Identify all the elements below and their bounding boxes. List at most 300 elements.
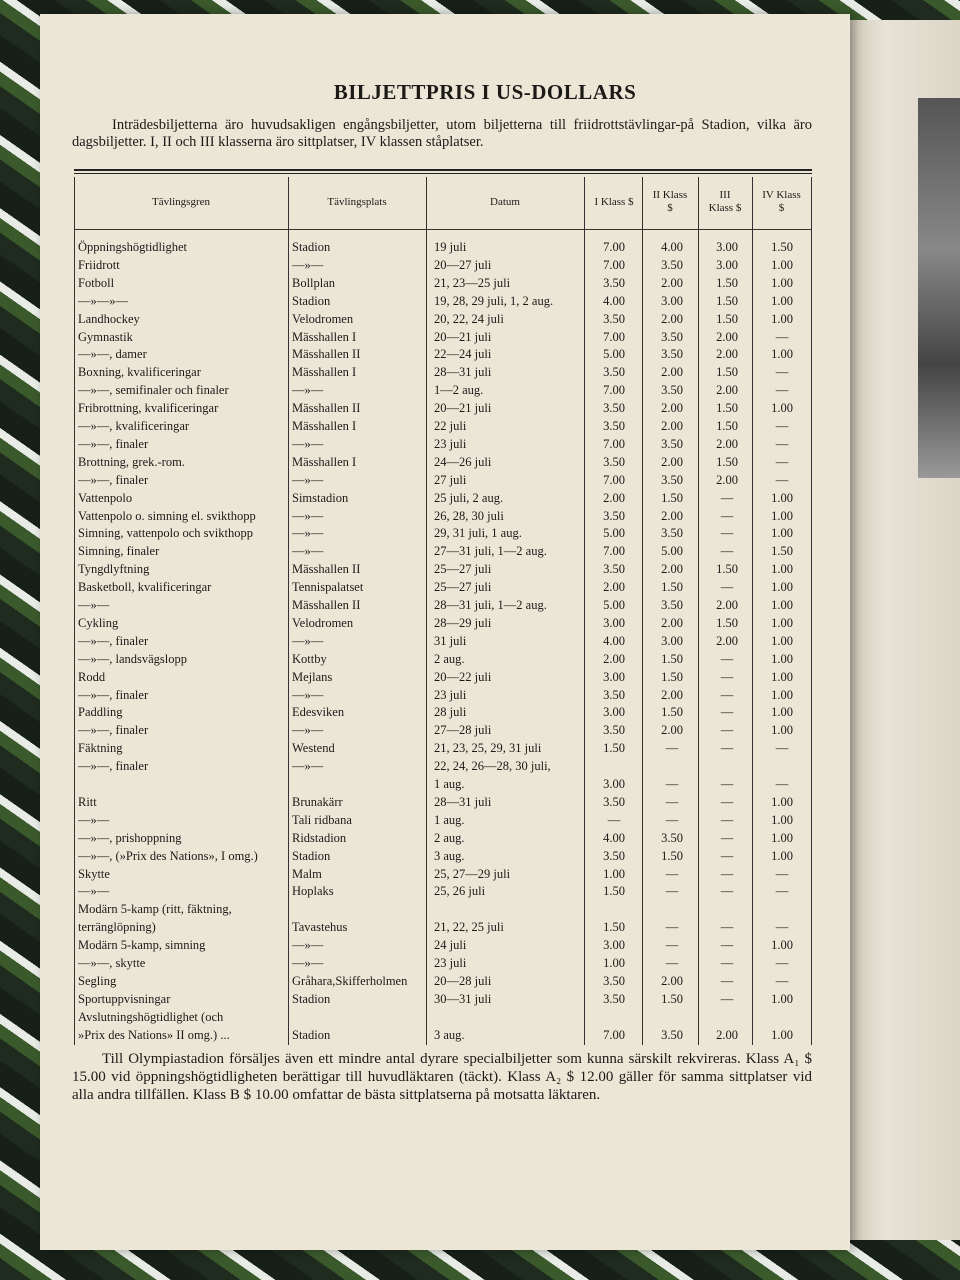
cell-k4: 1.00 xyxy=(771,794,793,809)
cell-date: 3 aug. xyxy=(434,1027,465,1042)
table-row xyxy=(74,704,812,721)
table-row xyxy=(74,991,812,1008)
cell-venue: Mässhallen II xyxy=(292,401,361,416)
cell-k3: 2.00 xyxy=(716,347,738,362)
cell-date: 1 aug. xyxy=(434,812,465,827)
cell-date: 20—28 juli xyxy=(434,973,492,988)
cell-date: 28 juli xyxy=(434,705,467,720)
cell-k1: 3.50 xyxy=(603,723,625,738)
cell-k2: 3.50 xyxy=(661,347,683,362)
cell-k3: 3.00 xyxy=(716,257,738,272)
cell-k1: 7.00 xyxy=(603,544,625,559)
cell-k4: — xyxy=(775,419,789,433)
cell-venue: —»— xyxy=(292,544,324,559)
table-row xyxy=(74,239,812,256)
cell-k3: — xyxy=(720,777,734,791)
cell-k3: — xyxy=(720,848,734,863)
cell-event: Öppningshögtidlighet xyxy=(78,240,188,254)
cell-k1: 3.00 xyxy=(603,669,625,684)
cell-k4: 1.00 xyxy=(771,723,793,738)
cell-event: Segling xyxy=(78,973,117,988)
cell-venue: Kottby xyxy=(292,651,327,666)
cell-k1: 3.50 xyxy=(603,419,625,433)
table-row xyxy=(74,669,812,686)
cell-k4: 1.00 xyxy=(771,651,793,666)
cell-date: 27 juli xyxy=(434,472,467,487)
cell-date: 29, 31 juli, 1 aug. xyxy=(434,526,522,541)
cell-k4: 1.00 xyxy=(771,633,793,648)
cell-venue: —»— xyxy=(292,257,324,272)
cell-k4: — xyxy=(775,956,789,970)
cell-k4: 1.00 xyxy=(771,615,793,630)
cell-date: 28—31 juli, 1—2 aug. xyxy=(434,598,547,612)
cell-event: —»—, finaler xyxy=(78,723,149,738)
cell-k2: — xyxy=(665,866,679,881)
cell-k4: — xyxy=(775,454,789,469)
cell-k4: — xyxy=(775,884,789,899)
table-row xyxy=(74,651,812,668)
cell-event: —»—, finaler xyxy=(78,687,149,702)
cell-k4: 1.00 xyxy=(771,580,793,595)
cell-k2: 3.50 xyxy=(661,436,683,451)
cell-date: 1 aug. xyxy=(434,777,465,791)
table-row xyxy=(74,848,812,865)
cell-k2: 3.00 xyxy=(661,293,683,308)
cell-k3: 2.00 xyxy=(716,436,738,451)
cell-k3: 2.00 xyxy=(716,633,738,648)
cell-venue: —»— xyxy=(292,633,324,648)
cell-k1: 3.50 xyxy=(603,794,625,809)
cell-k1: 3.50 xyxy=(603,991,625,1006)
table-row xyxy=(74,346,812,363)
cell-k2: 2.00 xyxy=(661,973,683,988)
cell-k4: 1.00 xyxy=(771,311,793,326)
cell-event: Brottning, grek.-rom. xyxy=(78,454,185,469)
cell-k1: 7.00 xyxy=(603,383,625,398)
cell-k2: 2.00 xyxy=(661,687,683,702)
cell-k3: — xyxy=(720,723,734,738)
cell-k3: — xyxy=(720,920,734,935)
cell-venue: Stadion xyxy=(292,240,331,254)
table-row xyxy=(74,400,812,417)
cell-k3: — xyxy=(720,508,734,523)
table-row xyxy=(74,722,812,739)
cell-event: —»— xyxy=(78,598,110,612)
cell-date: 19, 28, 29 juli, 1, 2 aug. xyxy=(434,293,554,308)
cell-k4: 1.00 xyxy=(771,830,793,845)
cell-k1: 7.00 xyxy=(603,257,625,272)
cell-date: 25 juli, 2 aug. xyxy=(434,490,504,505)
cell-venue: Tali ridbana xyxy=(292,812,352,827)
table-row xyxy=(74,597,812,614)
cell-venue: Mässhallen I xyxy=(292,329,357,344)
cell-k3: — xyxy=(720,544,734,559)
cell-venue: Mässhallen II xyxy=(292,598,361,612)
cell-venue: Simstadion xyxy=(292,490,349,505)
cell-k2: — xyxy=(665,741,679,756)
cell-k1: 3.50 xyxy=(603,848,625,863)
cell-event: —»—, finaler xyxy=(78,472,149,487)
cell-k1: 3.50 xyxy=(603,454,625,469)
cell-k3: 1.50 xyxy=(716,419,738,433)
cell-date: 27—31 juli, 1—2 aug. xyxy=(434,544,547,559)
cell-k4: — xyxy=(775,920,789,935)
cell-k4: — xyxy=(775,777,789,791)
cell-venue: Mässhallen II xyxy=(292,562,361,577)
cell-venue: —»— xyxy=(292,687,324,702)
footer-paragraph: Till Olympiastadion försäljes även ett mindre antal dyrare specialbiljetter som kunna särskilt rekvireras. Klass A₁ $ 15.00 vid öppningshögtidligheten berättigar till huvudläktaren (täckt). Klass A₂ $ 12.00 gäller för samma sittplatser vid alla andra tillfällen. Klass B $ 10.00 omfattar de bästa sittplatserna på motsatta läktaren. xyxy=(72,1051,812,1103)
cell-event: —»—, finaler xyxy=(78,759,149,774)
cell-k1: 5.00 xyxy=(603,526,625,541)
cell-date: 31 juli xyxy=(434,633,467,648)
cell-k4: — xyxy=(775,472,789,487)
cell-k1: 1.50 xyxy=(603,920,625,935)
cell-venue: —»— xyxy=(292,508,324,523)
document-page xyxy=(40,14,850,1250)
cell-k2: 1.50 xyxy=(661,848,683,863)
cell-event: Boxning, kvalificeringar xyxy=(78,365,201,380)
cell-k3: 1.50 xyxy=(716,454,738,469)
cell-venue: —»— xyxy=(292,759,324,774)
cell-date: 27—28 juli xyxy=(434,723,492,738)
cell-k4: 1.00 xyxy=(771,705,793,720)
cell-k4: 1.00 xyxy=(771,257,793,272)
table-row xyxy=(74,329,812,346)
cell-k1: 1.00 xyxy=(603,956,625,970)
cell-event: »Prix des Nations» II omg.) ... xyxy=(78,1027,230,1042)
cell-date: 20—21 juli xyxy=(434,401,492,416)
cell-venue: —»— xyxy=(292,383,324,398)
cell-k2: 2.00 xyxy=(661,365,683,380)
cell-venue: —»— xyxy=(292,472,324,487)
cell-k4: 1.00 xyxy=(771,1027,793,1042)
cell-k3: — xyxy=(720,794,734,809)
cell-k2: 2.00 xyxy=(661,275,683,290)
cell-event: —»— xyxy=(78,884,110,899)
cell-k2: — xyxy=(665,956,679,970)
cell-k2: 3.50 xyxy=(661,830,683,845)
table-row xyxy=(74,257,812,274)
table-row xyxy=(74,293,812,310)
cell-date: 20—22 juli xyxy=(434,669,492,684)
cell-k2: — xyxy=(665,920,679,935)
facing-page-photo xyxy=(918,98,960,478)
cell-k1: 2.00 xyxy=(603,651,625,666)
cell-k2: 3.50 xyxy=(661,598,683,612)
cell-k3: 1.50 xyxy=(716,275,738,290)
cell-k3: — xyxy=(720,669,734,684)
cell-date: 20—27 juli xyxy=(434,257,492,272)
cell-k1: 7.00 xyxy=(603,436,625,451)
cell-k3: — xyxy=(720,866,734,881)
cell-k2: 1.50 xyxy=(661,705,683,720)
cell-date: 23 juli xyxy=(434,436,467,451)
cell-k2: 3.50 xyxy=(661,257,683,272)
table-row xyxy=(74,364,812,381)
cell-venue: Stadion xyxy=(292,848,331,863)
cell-date: 20—21 juli xyxy=(434,329,492,344)
table-row xyxy=(74,543,812,560)
cell-k4: 1.00 xyxy=(771,938,793,953)
cell-k1: 2.00 xyxy=(603,490,625,505)
cell-date: 28—31 juli xyxy=(434,794,492,809)
cell-venue: Bollplan xyxy=(292,275,336,290)
table-row xyxy=(74,633,812,650)
cell-k3: 1.50 xyxy=(716,562,738,577)
cell-venue: Stadion xyxy=(292,991,331,1006)
cell-date: 25—27 juli xyxy=(434,562,492,577)
cell-k4: 1.00 xyxy=(771,687,793,702)
cell-k1: 4.00 xyxy=(603,293,625,308)
table-row xyxy=(74,740,812,757)
cell-k1: 3.50 xyxy=(603,401,625,416)
cell-date: 24 juli xyxy=(434,938,467,953)
cell-k2: 2.00 xyxy=(661,419,683,433)
cell-k4: 1.00 xyxy=(771,848,793,863)
cell-date: 30—31 juli xyxy=(434,991,492,1006)
cell-k1: 3.50 xyxy=(603,973,625,988)
cell-k3: — xyxy=(720,526,734,541)
table-row xyxy=(74,937,812,954)
cell-k2: 3.50 xyxy=(661,472,683,487)
cell-k3: — xyxy=(720,973,734,988)
cell-venue: Stadion xyxy=(292,1027,331,1042)
cell-k2: 3.50 xyxy=(661,383,683,398)
page-title: BILJETTPRIS I US-DOLLARS xyxy=(333,80,637,104)
cell-date: 23 juli xyxy=(434,956,467,970)
cell-k2: 1.50 xyxy=(661,651,683,666)
cell-event: Vattenpolo o. simning el. svikthopp xyxy=(78,508,256,523)
cell-k2: 3.50 xyxy=(661,526,683,541)
cell-k2: 2.00 xyxy=(661,454,683,469)
cell-k2: 1.50 xyxy=(661,991,683,1006)
cell-event: Landhockey xyxy=(78,311,140,326)
cell-k1: 1.00 xyxy=(603,866,625,881)
cell-venue: Mässhallen I xyxy=(292,365,357,380)
cell-event: Simning, vattenpolo och svikthopp xyxy=(78,526,253,541)
header-class-3: III Klass $ xyxy=(708,189,742,214)
table-row xyxy=(74,687,812,704)
cell-event: Skytte xyxy=(78,866,110,881)
cell-event: —»—, prishoppning xyxy=(78,830,182,845)
cell-venue: —»— xyxy=(292,938,324,953)
cell-k2: — xyxy=(665,938,679,953)
cell-date: 25, 27—29 juli xyxy=(434,866,511,881)
cell-k3: 2.00 xyxy=(716,383,738,398)
table-row xyxy=(74,919,812,936)
cell-k3: — xyxy=(720,490,734,505)
cell-k3: — xyxy=(720,741,734,756)
cell-event: terränglöpning) xyxy=(78,920,156,935)
cell-date: 21, 23, 25, 29, 31 juli xyxy=(434,741,542,756)
cell-date: 28—31 juli xyxy=(434,365,492,380)
cell-k3: — xyxy=(720,991,734,1006)
table-row xyxy=(74,830,812,847)
cell-k2: 5.00 xyxy=(661,544,683,559)
cell-k1: 5.00 xyxy=(603,598,625,612)
cell-k4: 1.00 xyxy=(771,812,793,827)
cell-date: 24—26 juli xyxy=(434,454,492,469)
cell-venue: Velodromen xyxy=(292,615,354,630)
table-row xyxy=(74,311,812,328)
table-row xyxy=(74,866,812,883)
cell-k3: — xyxy=(720,830,734,845)
cell-k4: 1.00 xyxy=(771,401,793,416)
cell-k3: 2.00 xyxy=(716,329,738,344)
cell-k1: 7.00 xyxy=(603,1027,625,1042)
table-row xyxy=(74,794,812,811)
cell-venue: Mässhallen I xyxy=(292,454,357,469)
cell-k1: 5.00 xyxy=(603,347,625,362)
header-venue: Tävlingsplats xyxy=(327,195,387,208)
cell-venue: —»— xyxy=(292,526,324,541)
cell-venue: —»— xyxy=(292,436,324,451)
cell-k4: — xyxy=(775,973,789,988)
cell-k1: 3.50 xyxy=(603,311,625,326)
cell-k3: — xyxy=(720,687,734,702)
cell-k3: 1.50 xyxy=(716,401,738,416)
cell-k4: — xyxy=(775,436,789,451)
table-row xyxy=(74,454,812,471)
cell-k4: 1.00 xyxy=(771,991,793,1006)
cell-event: Fotboll xyxy=(78,275,115,290)
cell-event: Rodd xyxy=(78,669,106,684)
cell-k2: 2.00 xyxy=(661,311,683,326)
cell-k3: 1.50 xyxy=(716,311,738,326)
table-row xyxy=(74,615,812,632)
cell-k3: 3.00 xyxy=(716,240,738,254)
cell-venue: —»— xyxy=(292,723,324,738)
cell-event: —»—»— xyxy=(78,293,128,308)
cell-k4: — xyxy=(775,741,789,756)
cell-k2: 2.00 xyxy=(661,401,683,416)
cell-k1: 7.00 xyxy=(603,240,625,254)
cell-k4: 1.00 xyxy=(771,526,793,541)
cell-date: 22—24 juli xyxy=(434,347,492,362)
cell-k3: — xyxy=(720,812,734,827)
cell-k4: 1.00 xyxy=(771,275,793,290)
cell-venue: Velodromen xyxy=(292,311,354,326)
cell-k1: — xyxy=(607,812,621,827)
table-row xyxy=(74,525,812,542)
cell-event: —»—, kvalificeringar xyxy=(78,419,190,433)
cell-k3: 1.50 xyxy=(716,293,738,308)
cell-k1: 3.50 xyxy=(603,508,625,523)
cell-event: Gymnastik xyxy=(78,329,133,344)
cell-event: —»—, damer xyxy=(78,347,147,362)
cell-venue: Brunakärr xyxy=(292,794,343,809)
cell-date: 23 juli xyxy=(434,687,467,702)
table-row xyxy=(74,508,812,525)
cell-k3: — xyxy=(720,705,734,720)
cell-venue: Mässhallen II xyxy=(292,347,361,362)
table-row xyxy=(74,1027,812,1044)
header-event: Tävlingsgren xyxy=(151,195,211,208)
cell-k3: 1.50 xyxy=(716,365,738,380)
cell-k2: 2.00 xyxy=(661,615,683,630)
cell-k3: — xyxy=(720,651,734,666)
cell-k2: 3.50 xyxy=(661,329,683,344)
cell-event: Cykling xyxy=(78,615,119,630)
cell-k4: — xyxy=(775,866,789,881)
cell-date: 2 aug. xyxy=(434,830,465,845)
cell-k1: 3.50 xyxy=(603,275,625,290)
cell-event: —»—, finaler xyxy=(78,436,149,451)
cell-k4: 1.00 xyxy=(771,562,793,577)
cell-k4: 1.00 xyxy=(771,669,793,684)
cell-k2: 3.00 xyxy=(661,633,683,648)
cell-k4: 1.50 xyxy=(771,544,793,559)
cell-k1: 3.50 xyxy=(603,687,625,702)
cell-k4: — xyxy=(775,365,789,380)
cell-k1: 1.50 xyxy=(603,884,625,899)
cell-k3: 2.00 xyxy=(716,1027,738,1042)
cell-event: Vattenpolo xyxy=(78,490,133,505)
cell-venue: Stadion xyxy=(292,293,331,308)
cell-k1: 3.00 xyxy=(603,938,625,953)
cell-venue: Westend xyxy=(292,741,335,756)
cell-venue: Tennispalatset xyxy=(292,580,364,595)
intro-paragraph: Inträdesbiljetterna äro huvudsakligen engångsbiljetter, utom biljetterna till friidrottstävlingar-på Stadion, vilka äro dagsbiljetter. I, II och III klasserna äro sittplatser, IV klassen ståplatser. xyxy=(72,117,812,150)
cell-event: Friidrott xyxy=(78,257,120,272)
cell-date: 25—27 juli xyxy=(434,580,492,595)
cell-venue: Ridstadion xyxy=(292,830,347,845)
table-row xyxy=(74,561,812,578)
cell-k3: — xyxy=(720,938,734,953)
table-row xyxy=(74,490,812,507)
cell-date: 26, 28, 30 juli xyxy=(434,508,504,523)
cell-k4: 1.50 xyxy=(771,240,793,254)
cell-event: Basketboll, kvalificeringar xyxy=(78,580,212,595)
cell-event: Fäktning xyxy=(78,741,123,756)
cell-k1: 3.50 xyxy=(603,365,625,380)
cell-date: 28—29 juli xyxy=(434,615,492,630)
table-row xyxy=(74,1009,812,1026)
table-row xyxy=(74,758,812,775)
cell-date: 1—2 aug. xyxy=(434,383,484,398)
cell-event: Simning, finaler xyxy=(78,544,160,559)
table-row xyxy=(74,955,812,972)
cell-k2: 2.00 xyxy=(661,723,683,738)
cell-k1: 7.00 xyxy=(603,329,625,344)
cell-event: Avslutningshögtidlighet (och xyxy=(78,1009,224,1024)
table-row xyxy=(74,579,812,596)
cell-date: 20, 22, 24 juli xyxy=(434,311,504,326)
cell-k2: 1.50 xyxy=(661,669,683,684)
cell-k4: — xyxy=(775,383,789,398)
cell-venue: Edesviken xyxy=(292,705,345,720)
cell-k3: 2.00 xyxy=(716,598,738,612)
table-row xyxy=(74,436,812,453)
cell-k4: 1.00 xyxy=(771,598,793,612)
cell-date: 3 aug. xyxy=(434,848,465,863)
cell-venue: Hoplaks xyxy=(292,884,334,899)
table-row xyxy=(74,901,812,918)
cell-event: Paddling xyxy=(78,705,123,720)
cell-venue: Malm xyxy=(292,866,322,881)
table-row xyxy=(74,973,812,990)
cell-event: Modärn 5-kamp, simning xyxy=(78,938,206,953)
cell-k1: 1.50 xyxy=(603,741,625,756)
cell-k3: — xyxy=(720,956,734,970)
cell-event: Fribrottning, kvalificeringar xyxy=(78,401,219,416)
cell-date: 19 juli xyxy=(434,240,467,254)
cell-k2: 1.50 xyxy=(661,580,683,595)
cell-k3: — xyxy=(720,580,734,595)
cell-k2: 4.00 xyxy=(661,240,683,254)
header-date: Datum xyxy=(490,195,520,208)
cell-date: 21, 22, 25 juli xyxy=(434,920,504,935)
